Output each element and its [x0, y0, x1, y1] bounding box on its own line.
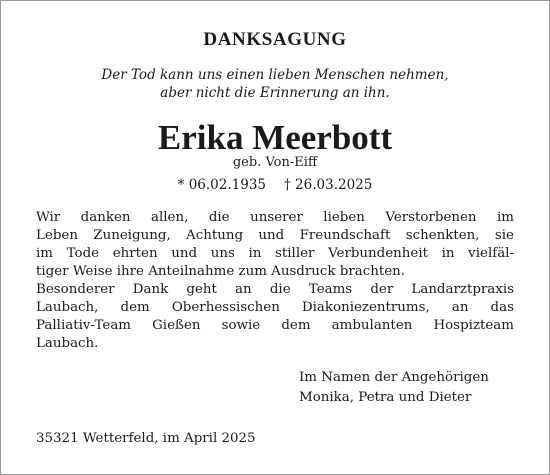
text-line: tiger Weise ihre Anteilnahme zum Ausdruck brachten.: [36, 264, 406, 279]
life-dates: [1, 177, 549, 193]
deceased-name: Erika Meerbott: [157, 118, 393, 157]
memorial-quote: [1, 66, 549, 102]
text-line: Laubach, dem Oberhessischen Diakoniezentrums, an das: [36, 300, 514, 315]
text-line: im Tode ehrten und uns in stiller Verbundenheit in vielfäl-: [36, 246, 514, 261]
place-and-date: 35321 Wetterfeld, im April 2025: [36, 431, 256, 446]
signature-block: [299, 368, 489, 408]
text-line: Besonderer Dank geht an die Teams der Landarztpraxis: [36, 282, 514, 297]
text-line: Leben Zuneigung, Achtung und Freundschaft schenkten, sie: [36, 228, 514, 243]
signature-line-1: Im Namen der Angehörigen: [299, 370, 489, 385]
text-line: Palliativ-Team Gießen sowie dem ambulanten Hospizteam: [36, 318, 514, 333]
birth-name: geb. Von-Eiff: [232, 155, 318, 170]
death-date: † 26.03.2025: [284, 177, 373, 193]
thanks-text: [36, 209, 514, 353]
notice-heading: DANKSAGUNG: [203, 29, 347, 50]
quote-line-2: aber nicht die Erinnerung an ihn.: [160, 85, 390, 101]
signature-line-2: Monika, Petra und Dieter: [299, 390, 472, 405]
text-line: Wir danken allen, die unserer lieben Verstorbenen im: [36, 210, 514, 225]
quote-line-1: Der Tod kann uns einen lieben Menschen nehmen,: [101, 67, 449, 83]
text-line: Laubach.: [36, 336, 99, 351]
birth-date: * 06.02.1935: [177, 177, 266, 193]
